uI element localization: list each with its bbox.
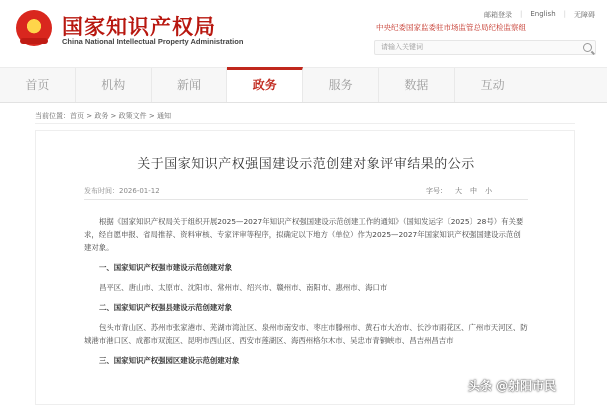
nav-item-interaction[interactable]: 互动 [480, 78, 505, 92]
intro-paragraph: 根据《国家知识产权局关于组织开展2025—2027年知识产权强国建设示范创建工作的通知》（国知发运字〔2025〕28号）有关要求，经自愿申报、省局推荐、资料审核、专家评审等程序，拟确定以下地方（单位）作为2025—2027年国家知识产权强国建设示范创建对象。 [84, 217, 524, 252]
national-emblem-icon [16, 10, 52, 46]
top-links [484, 10, 595, 20]
font-size-medium[interactable]: 中 [470, 187, 477, 195]
article-body [84, 215, 528, 367]
site-subtitle: China National Intellectual Property Administration [62, 37, 244, 46]
breadcrumb[interactable]: 当前位置：首页 > 政务 > 政策文件 > 通知 [35, 108, 575, 124]
font-size-label: 字号： [426, 187, 447, 195]
divider [84, 199, 528, 200]
section-heading: 二、国家知识产权强县建设示范创建对象 [99, 303, 233, 312]
site-header [0, 0, 607, 58]
nav-item-home[interactable]: 首页 [0, 68, 76, 102]
mail-login-link[interactable]: 邮箱登录 [484, 11, 512, 19]
accessibility-link[interactable]: 无障碍 [574, 11, 595, 19]
font-size-switcher [426, 186, 492, 196]
nav-item-news[interactable]: 新闻 [152, 68, 228, 102]
site-title[interactable]: 国家知识产权局 [62, 14, 216, 39]
font-size-large[interactable]: 大 [455, 187, 462, 195]
separator: | [563, 10, 566, 18]
main-nav [0, 67, 607, 103]
section-list: 昌平区、唐山市、太原市、沈阳市、常州市、绍兴市、赣州市、南阳市、惠州市、海口市 [99, 283, 388, 292]
publish-date: 发布时间：2026-01-12 [84, 187, 160, 195]
nav-item-services[interactable]: 服务 [303, 68, 379, 102]
search-input[interactable] [374, 40, 596, 55]
watermark: 头条 @射阳市民 [468, 379, 557, 393]
nav-item-data[interactable]: 数据 [379, 68, 455, 102]
search-placeholder: 请输入关键词 [381, 43, 423, 51]
nav-item-organization[interactable]: 机构 [76, 68, 152, 102]
article [35, 130, 575, 405]
article-title: 关于国家知识产权强国建设示范创建对象评审结果的公示 [137, 157, 475, 172]
font-size-small[interactable]: 小 [485, 187, 492, 195]
search-icon[interactable] [583, 43, 592, 52]
discipline-inspection-link[interactable]: 中央纪委国家监委驻市场监管总局纪检监察组 [376, 23, 526, 32]
nav-item-government-affairs[interactable]: 政务 [227, 67, 303, 102]
separator: | [520, 10, 523, 18]
section-heading: 一、国家知识产权强市建设示范创建对象 [99, 263, 233, 272]
section-heading: 三、国家知识产权强园区建设示范创建对象 [99, 356, 240, 365]
english-link[interactable]: English [530, 10, 556, 18]
section-list: 包头市青山区、苏州市张家港市、芜湖市湾沚区、泉州市南安市、枣庄市滕州市、黄石市大冶市、长沙市雨花区、广州市天河区、防城港市港口区、成都市双流区、昆明市西山区、西安市莲湖区、海西州格尔木市、吴忠市青铜峡市、昌吉州昌吉市 [84, 323, 528, 345]
